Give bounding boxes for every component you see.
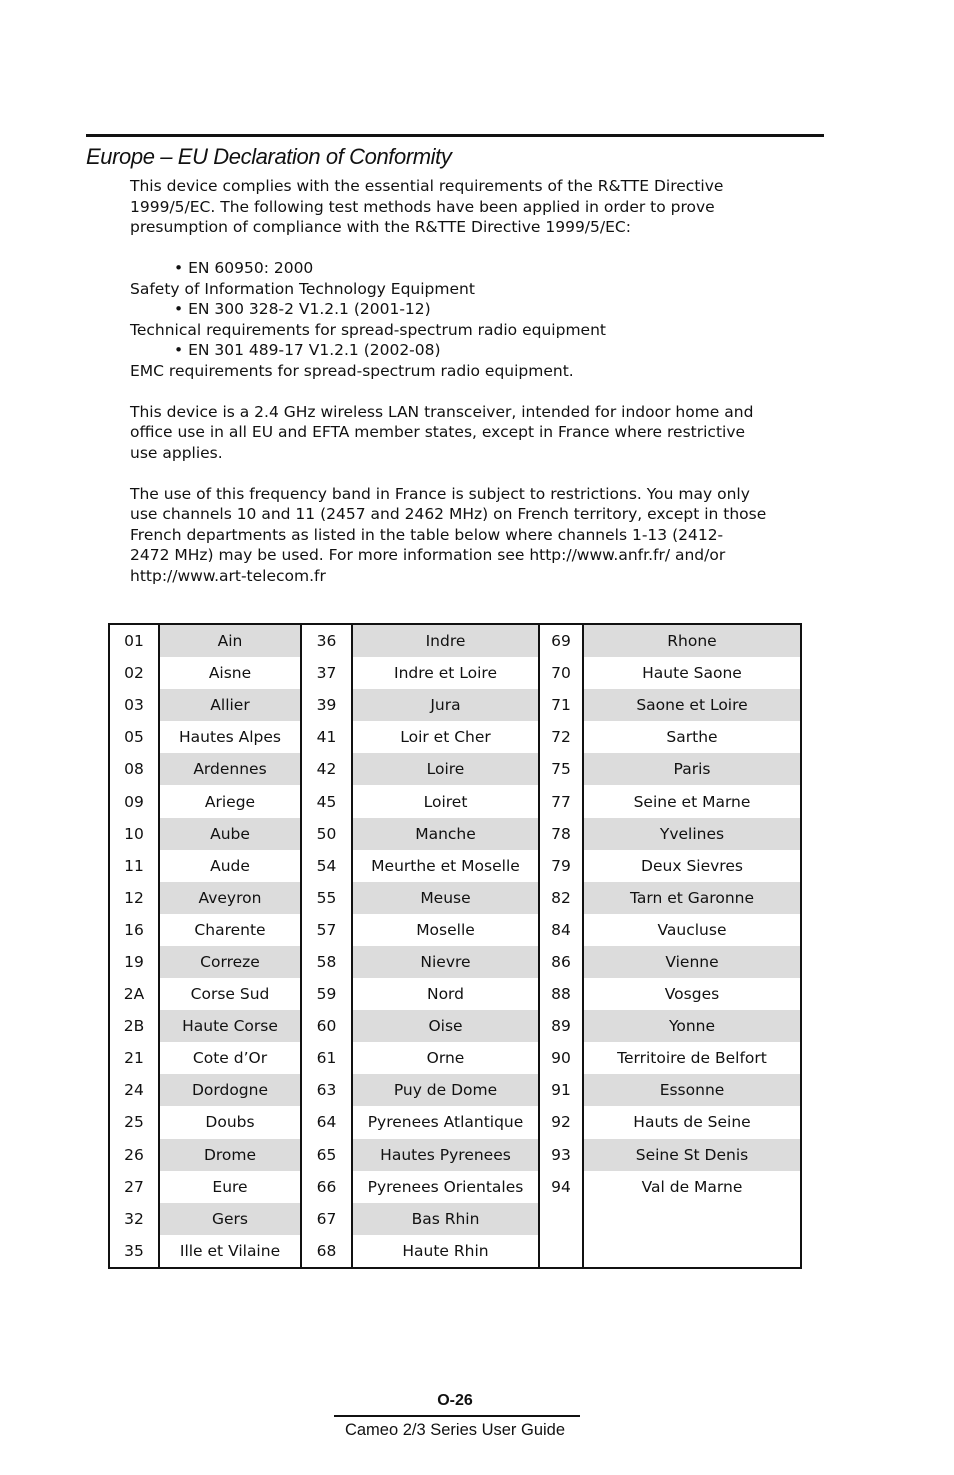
departments-table-body: [109, 624, 801, 1268]
table-row: [109, 689, 801, 721]
department-number: 09: [109, 785, 159, 817]
department-name: Saone et Loire: [583, 689, 801, 721]
department-name: Drome: [159, 1139, 301, 1171]
department-name: Territoire de Belfort: [617, 1049, 767, 1068]
footer-rule: [334, 1415, 580, 1417]
department-number: 82: [539, 882, 583, 914]
department-name: Loire: [352, 753, 539, 785]
table-row: [109, 818, 801, 850]
department-number: 91: [539, 1074, 583, 1106]
department-name: Oise: [352, 1010, 539, 1042]
department-name: Pyrenees Orientales: [352, 1171, 539, 1203]
standard-bullet: • EN 300 328-2 V1.2.1 (2001-12): [174, 300, 431, 318]
department-number: 39: [301, 689, 352, 721]
department-number: 05: [109, 721, 159, 753]
department-number: 68: [301, 1235, 352, 1268]
department-number: 61: [301, 1042, 352, 1074]
department-name: Hauts de Seine: [633, 1113, 751, 1132]
table-row: [109, 1074, 801, 1106]
department-number: 42: [301, 753, 352, 785]
france-line: French departments as listed in the table below where channels 1-13 (2412-: [130, 525, 724, 544]
department-number: 45: [301, 785, 352, 817]
department-number: 88: [539, 978, 583, 1010]
department-name: Jura: [352, 689, 539, 721]
department-number: [539, 1203, 583, 1235]
department-name: Ain: [159, 624, 301, 657]
department-number: 59: [301, 978, 352, 1010]
top-rule: [86, 134, 824, 137]
department-number: 03: [109, 689, 159, 721]
department-name: Aisne: [159, 657, 301, 689]
department-number: 71: [539, 689, 583, 721]
table-row: [109, 850, 801, 882]
department-number: 64: [301, 1106, 352, 1138]
department-name: Hautes Alpes: [159, 721, 301, 753]
department-name: Corse Sud: [159, 978, 301, 1010]
department-number: 54: [301, 850, 352, 882]
department-name: Ardennes: [159, 753, 301, 785]
table-row: [109, 1139, 801, 1171]
department-number: 2B: [109, 1010, 159, 1042]
department-name: Aube: [159, 818, 301, 850]
standard-description: Safety of Information Technology Equipment: [130, 279, 475, 298]
intro-line: This device complies with the essential requirements of the R&TTE Directive: [130, 177, 724, 195]
department-name: Val de Marne: [641, 1177, 743, 1196]
department-name: Meuse: [352, 882, 539, 914]
standard-bullet: • EN 60950: 2000: [174, 259, 314, 277]
table-row: [109, 882, 801, 914]
department-number: 72: [539, 721, 583, 753]
department-name: Aveyron: [159, 882, 301, 914]
department-number: 63: [301, 1074, 352, 1106]
department-name: Indre et Loire: [352, 657, 539, 689]
department-name: Vosges: [664, 985, 720, 1004]
department-number: 75: [539, 753, 583, 785]
france-line: use channels 10 and 11 (2457 and 2462 MHz) on French territory, except in those: [130, 505, 767, 523]
department-number: 94: [539, 1171, 583, 1203]
department-name: Paris: [583, 753, 801, 785]
department-number: 70: [539, 657, 583, 689]
department-number: 01: [109, 624, 159, 657]
department-name: Orne: [352, 1042, 539, 1074]
department-number: 02: [109, 657, 159, 689]
body-text: [130, 176, 790, 586]
france-line: http://www.art-telecom.fr: [130, 566, 326, 585]
departments-table: [108, 623, 802, 1269]
department-number: 35: [109, 1235, 159, 1268]
department-number: 93: [539, 1139, 583, 1171]
department-number: 60: [301, 1010, 352, 1042]
standard-description: EMC requirements for spread-spectrum radio equipment.: [130, 361, 574, 380]
table-row: [109, 1203, 801, 1235]
department-number: 2A: [109, 978, 159, 1010]
table-row: [109, 1171, 801, 1203]
department-name: Moselle: [352, 914, 539, 946]
department-number: 08: [109, 753, 159, 785]
department-number: 90: [539, 1042, 583, 1074]
department-number: 12: [109, 882, 159, 914]
department-name: Rhone: [583, 624, 801, 657]
table-row: [109, 1042, 801, 1074]
department-number: 77: [539, 785, 583, 817]
department-number: [539, 1235, 583, 1268]
department-name: Loiret: [352, 785, 539, 817]
table-row: [109, 1010, 801, 1042]
department-name: Ille et Vilaine: [159, 1235, 301, 1268]
department-name: Bas Rhin: [352, 1203, 539, 1235]
department-name: Ariege: [159, 785, 301, 817]
department-name: Eure: [159, 1171, 301, 1203]
department-name: Indre: [352, 624, 539, 657]
intro-line: presumption of compliance with the R&TTE Directive 1999/5/EC:: [130, 218, 631, 236]
table-row: [109, 721, 801, 753]
department-number: 25: [109, 1106, 159, 1138]
department-number: 36: [301, 624, 352, 657]
department-number: 11: [109, 850, 159, 882]
department-name: Aude: [159, 850, 301, 882]
table-row: [109, 978, 801, 1010]
france-line: The use of this frequency band in France is subject to restrictions. You may only: [130, 484, 750, 503]
department-name: Hautes Pyrenees: [352, 1139, 539, 1171]
department-number: 21: [109, 1042, 159, 1074]
department-name: Dordogne: [159, 1074, 301, 1106]
department-name: Doubs: [159, 1106, 301, 1138]
page-heading: Europe – EU Declaration of Conformity: [86, 144, 452, 169]
department-name: Seine et Marne: [633, 792, 751, 811]
department-name: Cote d’Or: [159, 1042, 301, 1074]
standard-bullet: • EN 301 489-17 V1.2.1 (2002-08): [174, 341, 441, 359]
department-number: 79: [539, 850, 583, 882]
intro-line: 1999/5/EC. The following test methods have been applied in order to prove: [130, 197, 715, 216]
department-name: Vaucluse: [657, 920, 727, 939]
department-number: 24: [109, 1074, 159, 1106]
department-number: 16: [109, 914, 159, 946]
department-number: 50: [301, 818, 352, 850]
table-row: [109, 1106, 801, 1138]
department-number: 41: [301, 721, 352, 753]
guide-title: Cameo 2/3 Series User Guide: [344, 1421, 566, 1439]
department-name: Seine St Denis: [583, 1139, 801, 1171]
usage-line: office use in all EU and EFTA member states, except in France where restrictive: [130, 423, 746, 441]
department-name: Tarn et Garonne: [583, 882, 801, 914]
department-number: 69: [539, 624, 583, 657]
department-name: Manche: [352, 818, 539, 850]
table-row: [109, 1235, 801, 1268]
department-name: Sarthe: [666, 728, 718, 747]
department-number: 58: [301, 946, 352, 978]
department-name: Charente: [159, 914, 301, 946]
department-number: 10: [109, 818, 159, 850]
department-name: Correze: [159, 946, 301, 978]
department-number: 65: [301, 1139, 352, 1171]
department-number: 57: [301, 914, 352, 946]
department-number: 27: [109, 1171, 159, 1203]
department-number: 92: [539, 1106, 583, 1138]
department-number: 67: [301, 1203, 352, 1235]
department-name: [583, 1235, 801, 1268]
department-name: Haute Corse: [159, 1010, 301, 1042]
france-line: 2472 MHz) may be used. For more information see http://www.anfr.fr/ and/or: [130, 546, 726, 564]
department-number: 26: [109, 1139, 159, 1171]
department-number: 37: [301, 657, 352, 689]
standard-description: Technical requirements for spread-spectrum radio equipment: [130, 320, 606, 339]
department-name: Vienne: [583, 946, 801, 978]
department-number: 84: [539, 914, 583, 946]
department-name: Deux Sievres: [641, 856, 743, 875]
department-name: Essonne: [583, 1074, 801, 1106]
department-name: Pyrenees Atlantique: [352, 1106, 539, 1138]
department-name: Puy de Dome: [352, 1074, 539, 1106]
usage-line: This device is a 2.4 GHz wireless LAN transceiver, intended for indoor home and: [130, 402, 754, 421]
table-row: [109, 657, 801, 689]
department-name: Haute Rhin: [352, 1235, 539, 1268]
table-row: [109, 624, 801, 657]
department-number: 78: [539, 818, 583, 850]
table-row: [109, 753, 801, 785]
usage-line: use applies.: [130, 443, 223, 462]
page-number: O-26: [437, 1392, 473, 1409]
department-number: 89: [539, 1010, 583, 1042]
department-name: Allier: [159, 689, 301, 721]
table-row: [109, 946, 801, 978]
department-name: Nord: [352, 978, 539, 1010]
department-name: Yonne: [583, 1010, 801, 1042]
department-name: Yvelines: [583, 818, 801, 850]
department-number: 19: [109, 946, 159, 978]
department-number: 66: [301, 1171, 352, 1203]
department-name: Haute Saone: [642, 664, 742, 683]
department-name: Loir et Cher: [352, 721, 539, 753]
department-number: 55: [301, 882, 352, 914]
department-name: Nievre: [352, 946, 539, 978]
table-row: [109, 785, 801, 817]
table-row: [109, 914, 801, 946]
department-number: 86: [539, 946, 583, 978]
department-number: 32: [109, 1203, 159, 1235]
department-name: Meurthe et Moselle: [352, 850, 539, 882]
department-name: Gers: [159, 1203, 301, 1235]
department-name: [583, 1203, 801, 1235]
